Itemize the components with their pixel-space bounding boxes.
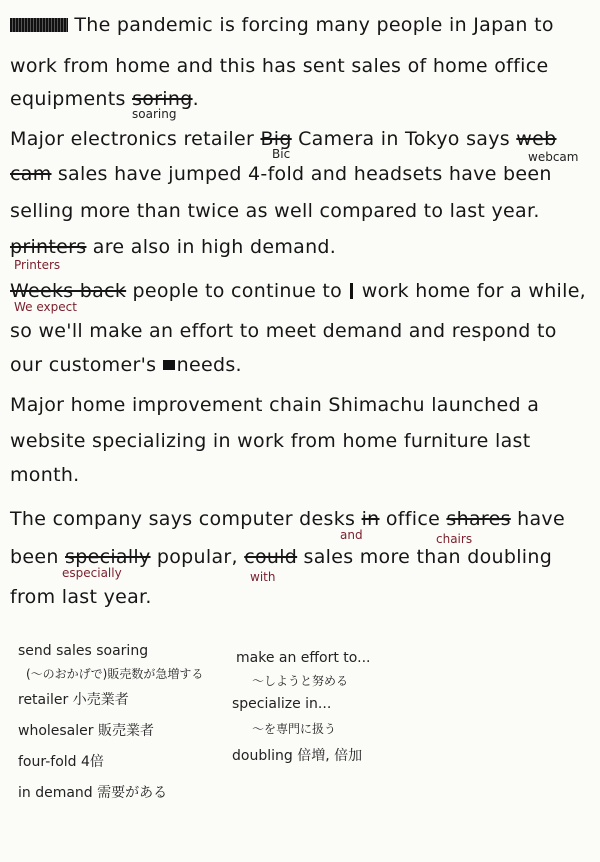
correction-printers: Printers <box>14 258 61 272</box>
line-text: been <box>10 546 66 568</box>
ink-blot <box>163 360 175 370</box>
correction-and: and <box>340 528 363 542</box>
scribbled-word <box>10 18 68 32</box>
line-text: website specializing in work from home furniture last <box>10 430 531 452</box>
text-line-1 <box>10 14 554 36</box>
line-text: Camera in Tokyo says <box>291 128 517 150</box>
struck-word: Big <box>260 128 292 150</box>
struck-word: could <box>244 546 298 568</box>
struck-word: printers <box>10 236 87 258</box>
line-text: so we'll make an effort to meet demand and respond to <box>10 320 557 342</box>
struck-word: Weeks back <box>10 280 127 302</box>
vocab-left-4: in demand 需要がある <box>18 785 168 801</box>
vocab-right-1: specialize in... <box>232 696 332 712</box>
struck-word: shares <box>446 508 511 530</box>
text-line-16 <box>10 586 152 608</box>
correction-we-expect: We expect <box>14 300 77 314</box>
line-text: sales have jumped 4-fold and headsets have been <box>51 163 552 185</box>
text-line-12 <box>10 430 530 452</box>
vocab-left-3: four-fold 4倍 <box>18 754 104 770</box>
vocab-left-1: retailer 小売業者 <box>18 692 129 708</box>
line-text: work from home and this has sent sales of home office <box>10 55 549 77</box>
correction-bic: Bic <box>272 147 291 161</box>
vocab-right-2: doubling 倍増, 倍加 <box>232 748 363 764</box>
vocab-right-0: make an effort to... <box>236 650 371 666</box>
line-text: people to continue to <box>126 280 343 302</box>
vocab-right-0-ja: 〜しようと努める <box>252 674 349 688</box>
text-line-14 <box>10 508 565 530</box>
text-line-13 <box>10 464 80 486</box>
line-text: are also in high demand. <box>86 236 337 258</box>
text-line-15 <box>10 546 552 568</box>
line-text: selling more than twice as well compared to last year. <box>10 200 540 222</box>
line-text: from last year. <box>10 586 152 608</box>
line-text: The company says computer desks <box>10 508 362 530</box>
line-text: office <box>379 508 447 530</box>
text-line-10 <box>10 354 242 376</box>
line-text: month. <box>10 464 80 486</box>
line-text: our customer's <box>10 354 157 376</box>
line-text: . <box>192 88 199 110</box>
vocab-left-0: send sales soaring <box>18 643 149 659</box>
struck-word: soring <box>132 88 193 110</box>
correction-webcam: webcam <box>528 150 579 164</box>
correction-especially: especially <box>62 566 122 580</box>
struck-word: cam <box>10 163 52 185</box>
struck-word: web <box>516 128 557 150</box>
vocab-right-1-ja: 〜を専門に扱う <box>252 722 337 736</box>
text-line-5 <box>10 163 552 185</box>
struck-word: in <box>361 508 380 530</box>
line-text: work home for a while, <box>361 280 587 302</box>
text-line-9 <box>10 320 557 342</box>
correction-soaring: soaring <box>132 107 177 121</box>
line-text: The pandemic is forcing many people in Japan to <box>74 14 554 36</box>
text-line-7 <box>10 236 336 258</box>
text-line-11 <box>10 394 539 416</box>
text-line-2 <box>10 55 548 77</box>
line-text: needs. <box>176 354 242 376</box>
correction-with: with <box>250 570 276 584</box>
line-text: have <box>510 508 565 530</box>
correction-chairs: chairs <box>436 532 473 546</box>
vocab-left-2: wholesaler 販売業者 <box>18 723 154 739</box>
text-line-6 <box>10 200 540 222</box>
line-text: sales more than doubling <box>297 546 553 568</box>
ink-mark <box>350 283 353 299</box>
text-line-8 <box>10 280 586 302</box>
line-text: Major electronics retailer <box>10 128 261 150</box>
line-text: Major home improvement chain Shimachu launched a <box>10 394 540 416</box>
line-text: popular, <box>150 546 245 568</box>
vocab-left-0-ja: (〜のおかげで)販売数が急増する <box>26 667 204 681</box>
line-text: equipments <box>10 88 133 110</box>
struck-word: specially <box>65 546 151 568</box>
